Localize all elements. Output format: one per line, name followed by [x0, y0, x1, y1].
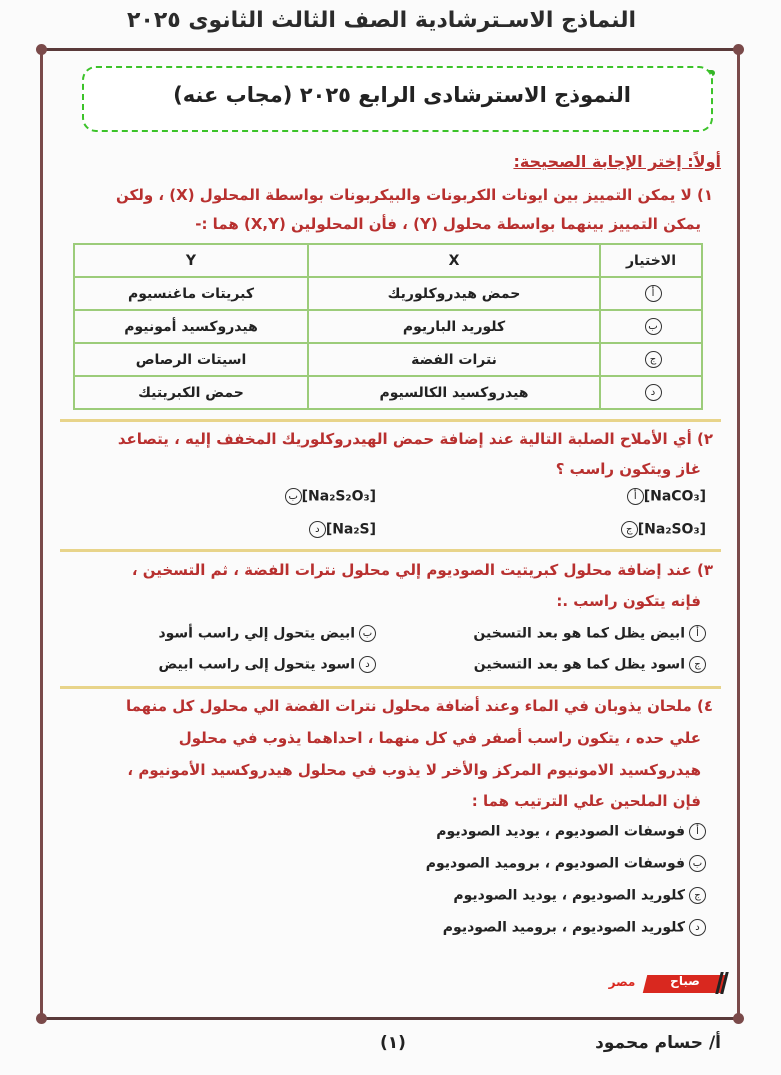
table-row	[74, 376, 702, 409]
question-1-text: ١) لا يمكن التمييز بين ايونات الكربونات والبيكربونات بواسطة المحلول (X) ، ولكن	[115, 186, 713, 204]
option-text: فوسفات الصوديوم ، بروميد الصوديوم	[425, 855, 685, 872]
question-1-text: يمكن التمييز بينهما بواسطة محلول (Y) ، فأن المحلولين (X,Y) هما :-	[195, 215, 701, 233]
table-cell: كبريتات ماغنسيوم	[74, 277, 308, 310]
question-4-text: ٤) ملحان يذوبان في الماء وعند أضافة محلول نترات الفضة الي محلول كل منهما	[125, 697, 713, 715]
option-a[interactable]	[623, 488, 706, 505]
option-text: [Na₂S]	[325, 521, 376, 538]
table-cell: هيدروكسيد الكالسيوم	[308, 376, 600, 409]
option-text: اسود يتحول إلى راسب ابيض	[158, 656, 355, 673]
top-divider	[45, 48, 736, 51]
option-d[interactable]	[443, 919, 706, 936]
option-d[interactable]	[305, 521, 376, 538]
option-text: اسود يظل كما هو بعد التسخين	[473, 656, 685, 673]
question-3-text: ٣) عند إضافة محلول كبريتيت الصوديوم إلي محلول نترات الفضة ، ثم التسخين ،	[131, 561, 713, 579]
option-text: ابيض يتحول إلي راسب أسود	[158, 625, 355, 642]
option-marker: ج	[621, 521, 638, 538]
option-marker[interactable]: د	[645, 384, 662, 401]
table-header-row	[74, 244, 702, 277]
answer-table	[73, 243, 703, 410]
option-marker: أ	[627, 488, 644, 505]
column-header-y: Y	[74, 244, 308, 277]
table-cell: اسيتات الرصاص	[74, 343, 308, 376]
section-title: أولاً: إختر الإجابة الصحيحة:	[513, 152, 721, 171]
option-marker: ب	[285, 488, 302, 505]
bottom-divider	[45, 1017, 736, 1020]
option-a[interactable]	[436, 823, 706, 840]
option-marker: ب	[689, 855, 706, 872]
option-marker: ب	[359, 625, 376, 642]
option-marker: ج	[689, 887, 706, 904]
option-text: فوسفات الصوديوم ، يوديد الصوديوم	[436, 823, 685, 840]
column-header-choice: الاختيار	[600, 244, 702, 277]
option-b[interactable]	[158, 625, 376, 642]
corner-dot	[733, 1013, 744, 1024]
option-c[interactable]	[617, 521, 706, 538]
option-text: [Na₂S₂O₃]	[301, 488, 376, 505]
logo-country: مصر	[608, 975, 636, 989]
table-row	[74, 310, 702, 343]
option-b[interactable]	[281, 488, 376, 505]
question-divider	[60, 419, 721, 422]
question-divider	[60, 549, 721, 552]
corner-dot	[36, 1013, 47, 1024]
option-d[interactable]	[158, 656, 376, 673]
page-number: (١)	[380, 1033, 406, 1053]
option-text: كلوريد الصوديوم ، يوديد الصوديوم	[453, 887, 685, 904]
question-3-text: فإنه يتكون راسب .:	[556, 592, 701, 610]
question-2-text: غاز ويتكون راسب ؟	[555, 460, 701, 478]
option-text: [NaCO₃]	[643, 488, 706, 505]
table-cell: حمض الكبريتيك	[74, 376, 308, 409]
option-text: كلوريد الصوديوم ، بروميد الصوديوم	[442, 919, 685, 936]
option-marker: أ	[689, 823, 706, 840]
option-marker: د	[359, 656, 376, 673]
exam-title: النموذج الاسترشادى الرابع ٢٠٢٥ (مجاب عنه)	[173, 83, 631, 107]
option-text: [Na₂SO₃]	[637, 521, 706, 538]
left-border	[40, 52, 43, 1017]
table-cell: حمض هيدروكلوريك	[308, 277, 600, 310]
question-4-text: هيدروكسيد الامونيوم المركز والأخر لا يذوب في محلول هيدروكسيد الأمونيوم ،	[127, 761, 701, 779]
table-cell: هيدروكسيد أمونيوم	[74, 310, 308, 343]
option-marker[interactable]: أ	[645, 285, 662, 302]
option-b[interactable]	[426, 855, 706, 872]
option-marker: ج	[689, 656, 706, 673]
option-text: ابيض يظل كما هو بعد التسخين	[473, 625, 685, 642]
option-marker[interactable]: ب	[645, 318, 662, 335]
table-row	[74, 343, 702, 376]
option-a[interactable]	[473, 625, 706, 642]
column-header-x: X	[308, 244, 600, 277]
question-4-text: علي حده ، يتكون راسب أصفر في كل منهما ، احداهما يذوب في محلول	[178, 729, 701, 747]
option-c[interactable]	[453, 887, 706, 904]
option-marker: أ	[689, 625, 706, 642]
page-title: النماذج الاسـترشادية الصف الثالث الثانوى ٢٠٢٥	[126, 8, 636, 33]
question-4-text: فإن الملحين علي الترتيب هما :	[471, 792, 701, 810]
logo-name: صباح	[670, 974, 700, 988]
table-cell: نترات الفضة	[308, 343, 600, 376]
option-marker: د	[689, 919, 706, 936]
question-2-text: ٢) أي الأملاح الصلبة التالية عند إضافة حمض الهيدروكلوريك المخفف إليه ، يتصاعد	[117, 430, 713, 448]
option-marker: د	[309, 521, 326, 538]
table-row	[74, 277, 702, 310]
option-marker[interactable]: ج	[645, 351, 662, 368]
table-cell: كلوريد الباريوم	[308, 310, 600, 343]
option-c[interactable]	[474, 656, 706, 673]
author-name: أ/ حسام محمود	[595, 1033, 721, 1053]
right-border	[737, 52, 740, 1017]
question-divider	[60, 686, 721, 689]
